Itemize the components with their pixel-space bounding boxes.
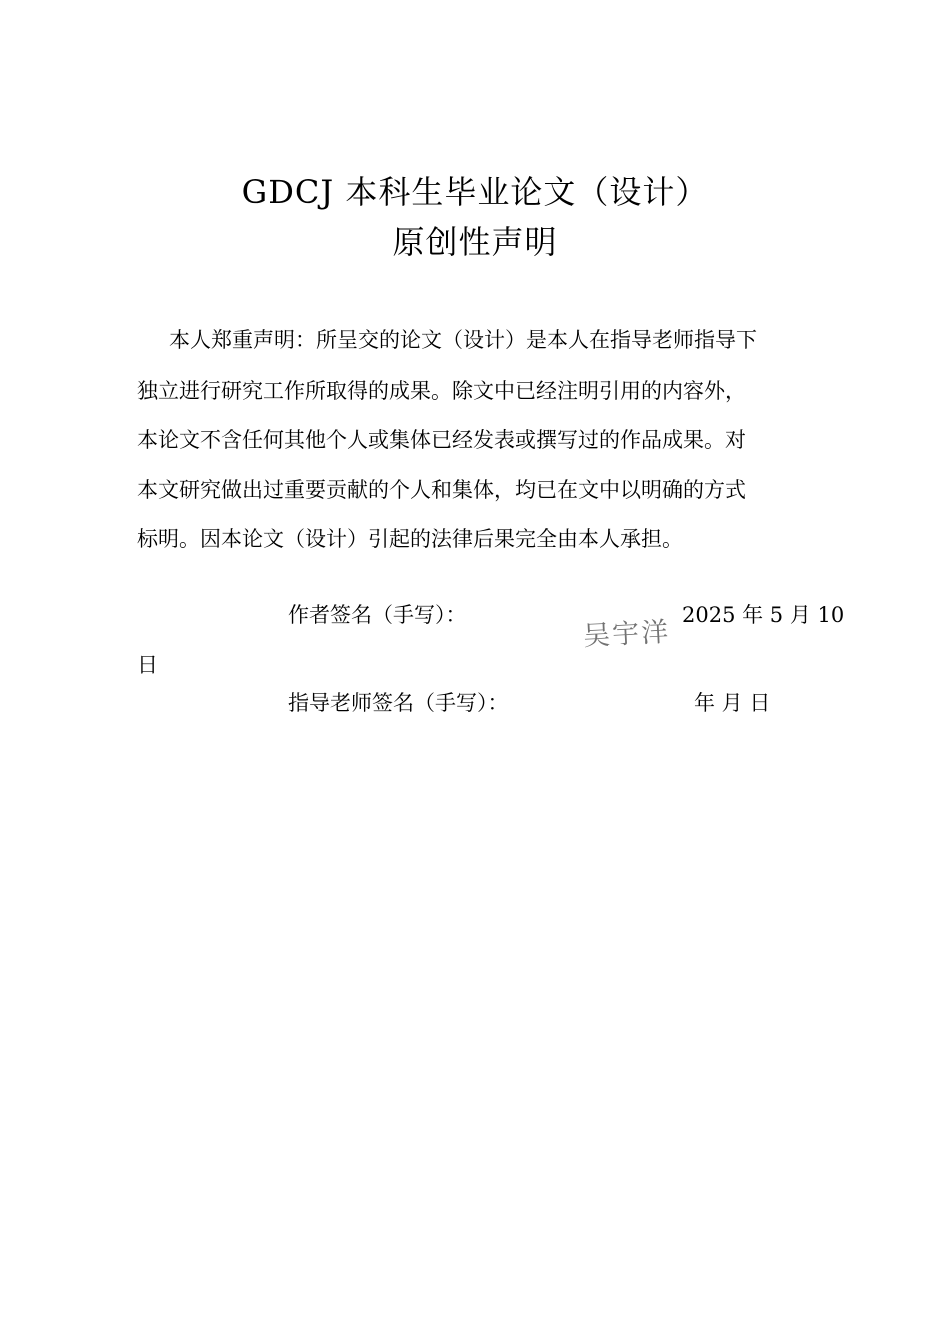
declaration-line: 本论文不含任何其他个人或集体已经发表或撰写过的作品成果。对 <box>137 428 746 452</box>
author-signature-label: 作者签名（手写）： <box>288 603 467 627</box>
title-line-2: 原创性声明 <box>392 223 558 261</box>
advisor-signature-date: 年 月 日 <box>694 691 771 715</box>
author-signature-date: 2025 年 5 月 10 <box>682 603 845 627</box>
declaration-line: 本人郑重声明：所呈交的论文（设计）是本人在指导老师指导下 <box>169 328 757 352</box>
title-line-1: GDCJ 本科生毕业论文（设计） <box>241 173 709 211</box>
declaration-line: 本文研究做出过重要贡献的个人和集体，均已在文中以明确的方式 <box>137 478 746 502</box>
declaration-line: 标明。因本论文（设计）引起的法律后果完全由本人承担。 <box>137 527 683 551</box>
author-handwritten-signature: 吴宇洋 <box>582 616 671 653</box>
author-signature-date-wrap: 日 <box>137 653 158 677</box>
advisor-signature-label: 指导老师签名（手写）： <box>288 691 509 715</box>
declaration-line: 独立进行研究工作所取得的成果。除文中已经注明引用的内容外， <box>137 379 746 403</box>
